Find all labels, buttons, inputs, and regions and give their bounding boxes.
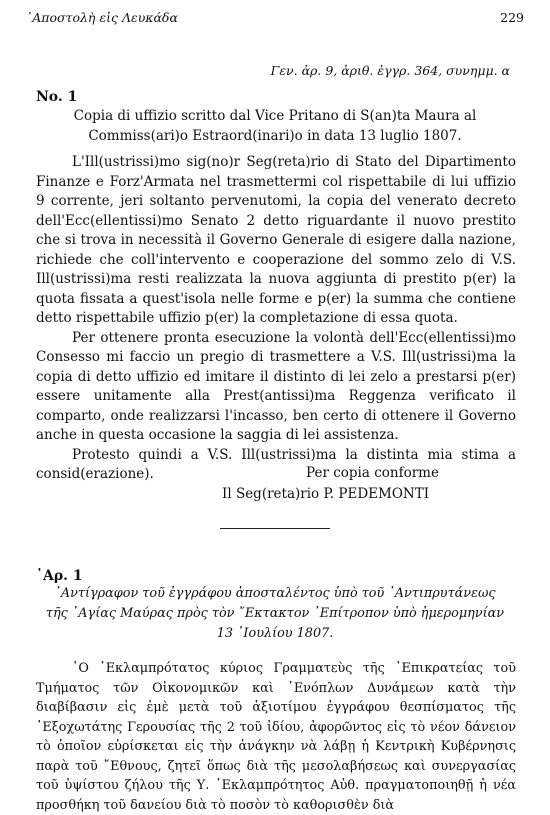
italian-document-number: No. 1 (36, 89, 78, 105)
section-divider (220, 528, 330, 529)
italian-heading-line-2: Commiss(ari)o Estraord(inari)o in data 13 luglio 1807. (88, 128, 462, 144)
greek-heading-line-3: 13 ᾿Ιουλίου 1807. (216, 626, 334, 641)
copy-note: Per copia conforme (306, 465, 439, 481)
greek-paragraph-1: ῾Ο ᾿Εκλαμπρότατος κύριος Γραμματεὺς τῆς ᾿Επικρατείας τοῦ Τμήματος τῶν Οἰκονομικῶν καὶ ᾿Ενόπλων Δυνάμεων κατὰ τὴν διαβίβασιν εἰς ἐμὲ μετὰ τοῦ ἀξιοτίμου ἐγγράφου θεσπίσματος τῆς ᾿Εξοχωτάτης Γερουσίας τῆς 2 τοῦ ἰδίου, ἀφορῶντος εἰς τὸ νέον δάνειον τὸ ὁποῖον εὑρίσκεται εἰς τὴν ἀνάγκην νὰ λάβῃ ἡ Κεντρικὴ Κυβέρνησις παρὰ τοῦ ῎Εθνους, ζητεῖ ὅπως διὰ τῆς μεσολαβήσεως καὶ συνεργασίας τοῦ ὑψίστου ζήλου τῆς Υ. ᾿Εκλαμπρότητος Αὐθ. πραγματοποιηθῇ ἡ νέα προσθήκη τοῦ δανείου διὰ τὸ ποσὸν τὸ καθορισθὲν διὰ (36, 661, 516, 813)
greek-body (36, 659, 516, 815)
italian-paragraph-2: Per ottenere pronta esecuzione la volontà dell'Ecc(ellentissi)mo Consesso mi faccio un pregio di trasmettere a V.S. Ill(ustrissi)ma la copia di detto uffizio ed imitare il distinto di lei zelo a prestarsi p(er) essere unitamente alla Prest(antissi)ma Reggenza verificato il comparto, onde realizzarsi l'incasso, ben certo di ottenere il Governo anche in questa occasione la saggia di lei assistenza. (36, 329, 516, 443)
italian-paragraph-3: Protesto quindi a V.S. Ill(ustrissi)ma la distinta mia stima a consid(erazione). (36, 446, 516, 482)
page-number: 229 (500, 10, 524, 25)
running-head-title: ᾿Αποστολὴ εἰς Λευκάδα (26, 10, 178, 25)
italian-heading (36, 106, 514, 146)
archive-reference: Γεν. ἀρ. 9, ἀριθ. ἐγγρ. 364, συνημμ. α (270, 63, 510, 78)
italian-heading-line-1: Copia di uffizio scritto dal Vice Pritano di S(an)ta Maura al (73, 108, 477, 124)
running-head (26, 10, 524, 30)
greek-heading (36, 584, 514, 644)
greek-document-number: ᾿Αρ. 1 (36, 568, 83, 584)
signature: Il Seg(reta)rio P. PEDEMONTI (222, 486, 430, 502)
greek-heading-line-2: τῆς ῾Αγίας Μαύρας πρὸς τὸν ῎Εκτακτον ᾿Επίτροπον ὑπὸ ἡμερομηνίαν (45, 606, 505, 621)
italian-paragraph-1: L'Ill(ustrissi)mo sig(no)r Seg(reta)rio di Stato del Dipartimento Finanze e Forz'Armata nel trasmettermi col rispettabile di lui uffizio 9 corrente, jeri soltanto pervenutomi, la copia del venerato decreto dell'Ecc(ellentissi)mo Senato 2 detto riguardante il nuovo prestito che si trova in necessità il Governo Generale di esigere dalla nazione, richiede che coll'intervento e cooperazione del sommo zelo di V.S. Ill(ustrissi)ma resti realizzata la nuova aggiunta di prestito p(er) la quota fissata a quest'isola nelle forme e p(er) la summa che contiene detto rispettabile uffizio p(er) la completazione di essa quota. (36, 154, 516, 326)
greek-heading-line-1: ᾿Αντίγραφον τοῦ ἐγγράφου ἀποσταλέντος ὑπὸ τοῦ ᾿Αντιπρυτάνεως (54, 586, 496, 601)
italian-body (36, 153, 516, 485)
